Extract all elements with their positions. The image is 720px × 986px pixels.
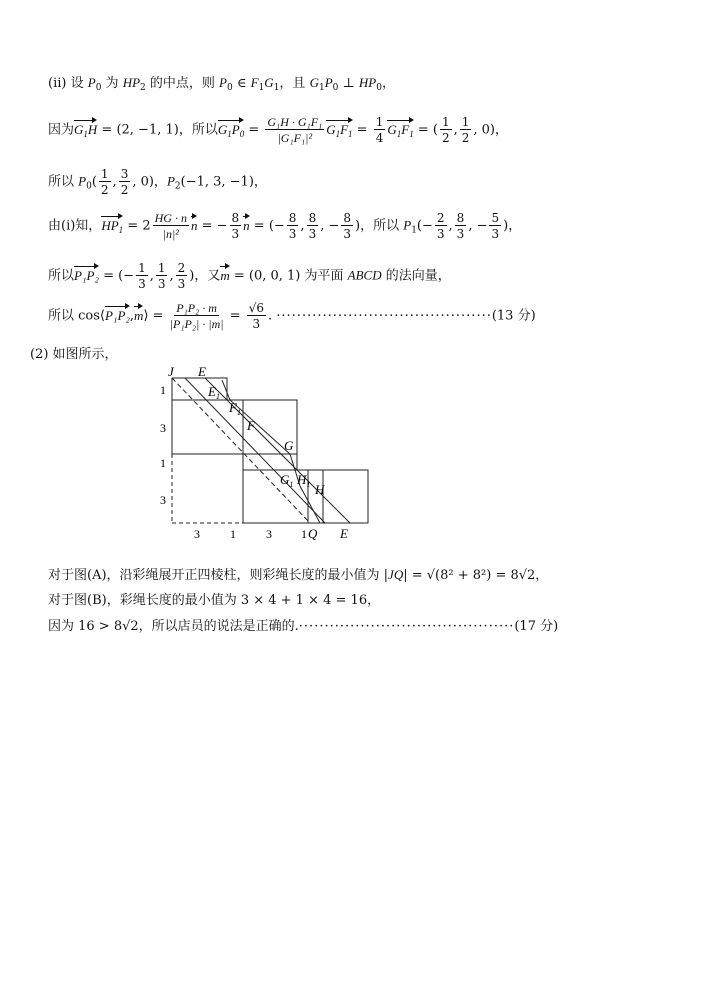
label-E1: $E_1$ [208,384,220,401]
left-tick-3: 1 [160,456,166,470]
label-F: F [247,418,255,433]
label-H: H [315,482,325,497]
left-tick-2: 3 [160,421,166,435]
bottom-tick-2: 1 [230,527,236,541]
text-line-5: 所以P₁P₂ = (− $\frac{1}{3}$ , $\frac{1}{3}$ , $\frac{2}{3}$ )，又m = (0, 0, 1) 为平面 ABCD 的法向量， [48,261,451,291]
text-line-2: 因为$G_1H = (2$, −1, 1)，所以$G_1P_0$ = $\frac{\text{G₁H · G₁F₁}}{\text{|G₁F₁|²}}$ $G_1F_1$ = $\frac{1}{4}$ $G_1F_1$ = ( $\frac{1}{2}$ , $\frac{1}{2}$ , 0)， [48,115,508,145]
bottom-tick-4: 1 [301,527,307,541]
label-E-bottom: E [340,526,348,541]
label-F1: $F_1$ [229,400,241,417]
label-G1: $G_1$ [280,472,294,489]
text-line-7: (2) 如图所示， [30,347,118,362]
text-line-8: 对于图(A)，沿彩绳展开正四棱柱，则彩绳长度的最小值为 |JQ| = √(8² + 8²) = 8√2， [48,567,549,583]
text-line-10: 因为 16 > 8√2，所以店员的说法是正确的.··········································(17 分) [48,619,559,634]
text-line-1: (ⅱ) 设 $P_0$ 为 $HP_2$ 的中点，则 $P_0$ ∈ $F_1G_1$，且 $G_1P_0$ ⊥ $HP_0$， [48,75,395,93]
bottom-tick-3: 3 [266,527,272,541]
left-tick-1: 1 [160,383,166,397]
label-E-top: E [198,366,206,379]
bottom-tick-1: 3 [194,527,200,541]
label-Q: Q [308,526,318,541]
text-line-4: 由(ⅰ)知，$HP_1 = 2$ $\frac{HG \cdot n}{\text{|n|²}}$ n = − $\frac{8}{3}$ n = (− $\frac{8}{3}$ , $\frac{8}{3}$ , − $\frac{8}{3}$ )，所以 $P_1(-$ $\frac{2}{3}$ , $\frac{8}{3}$ , − $\frac{5}{3}$ )， [48,211,522,241]
label-J: J [168,366,174,379]
label-G: G [284,438,294,453]
label-H1: $H_1$ [297,472,311,489]
left-tick-4: 3 [160,493,166,507]
text-line-3: 所以 $P_0$( $\frac{1}{2}$ , $\frac{3}{2}$ , 0)，$P_2(-1$, 3, −1)， [48,167,267,197]
net-diagram [150,366,390,546]
text-line-9: 对于图(B)，彩绳长度的最小值为 3 × 4 + 1 × 4 = 16， [48,593,381,608]
text-line-6: 所以 cos⟨P₁P₂,m⟩ = $\frac{\text{P₁P₂ · m}}{\text{|P₁P₂| · |m|}}$ = $\frac{√6}{3}$ . ··········································(13 分) [48,301,536,331]
